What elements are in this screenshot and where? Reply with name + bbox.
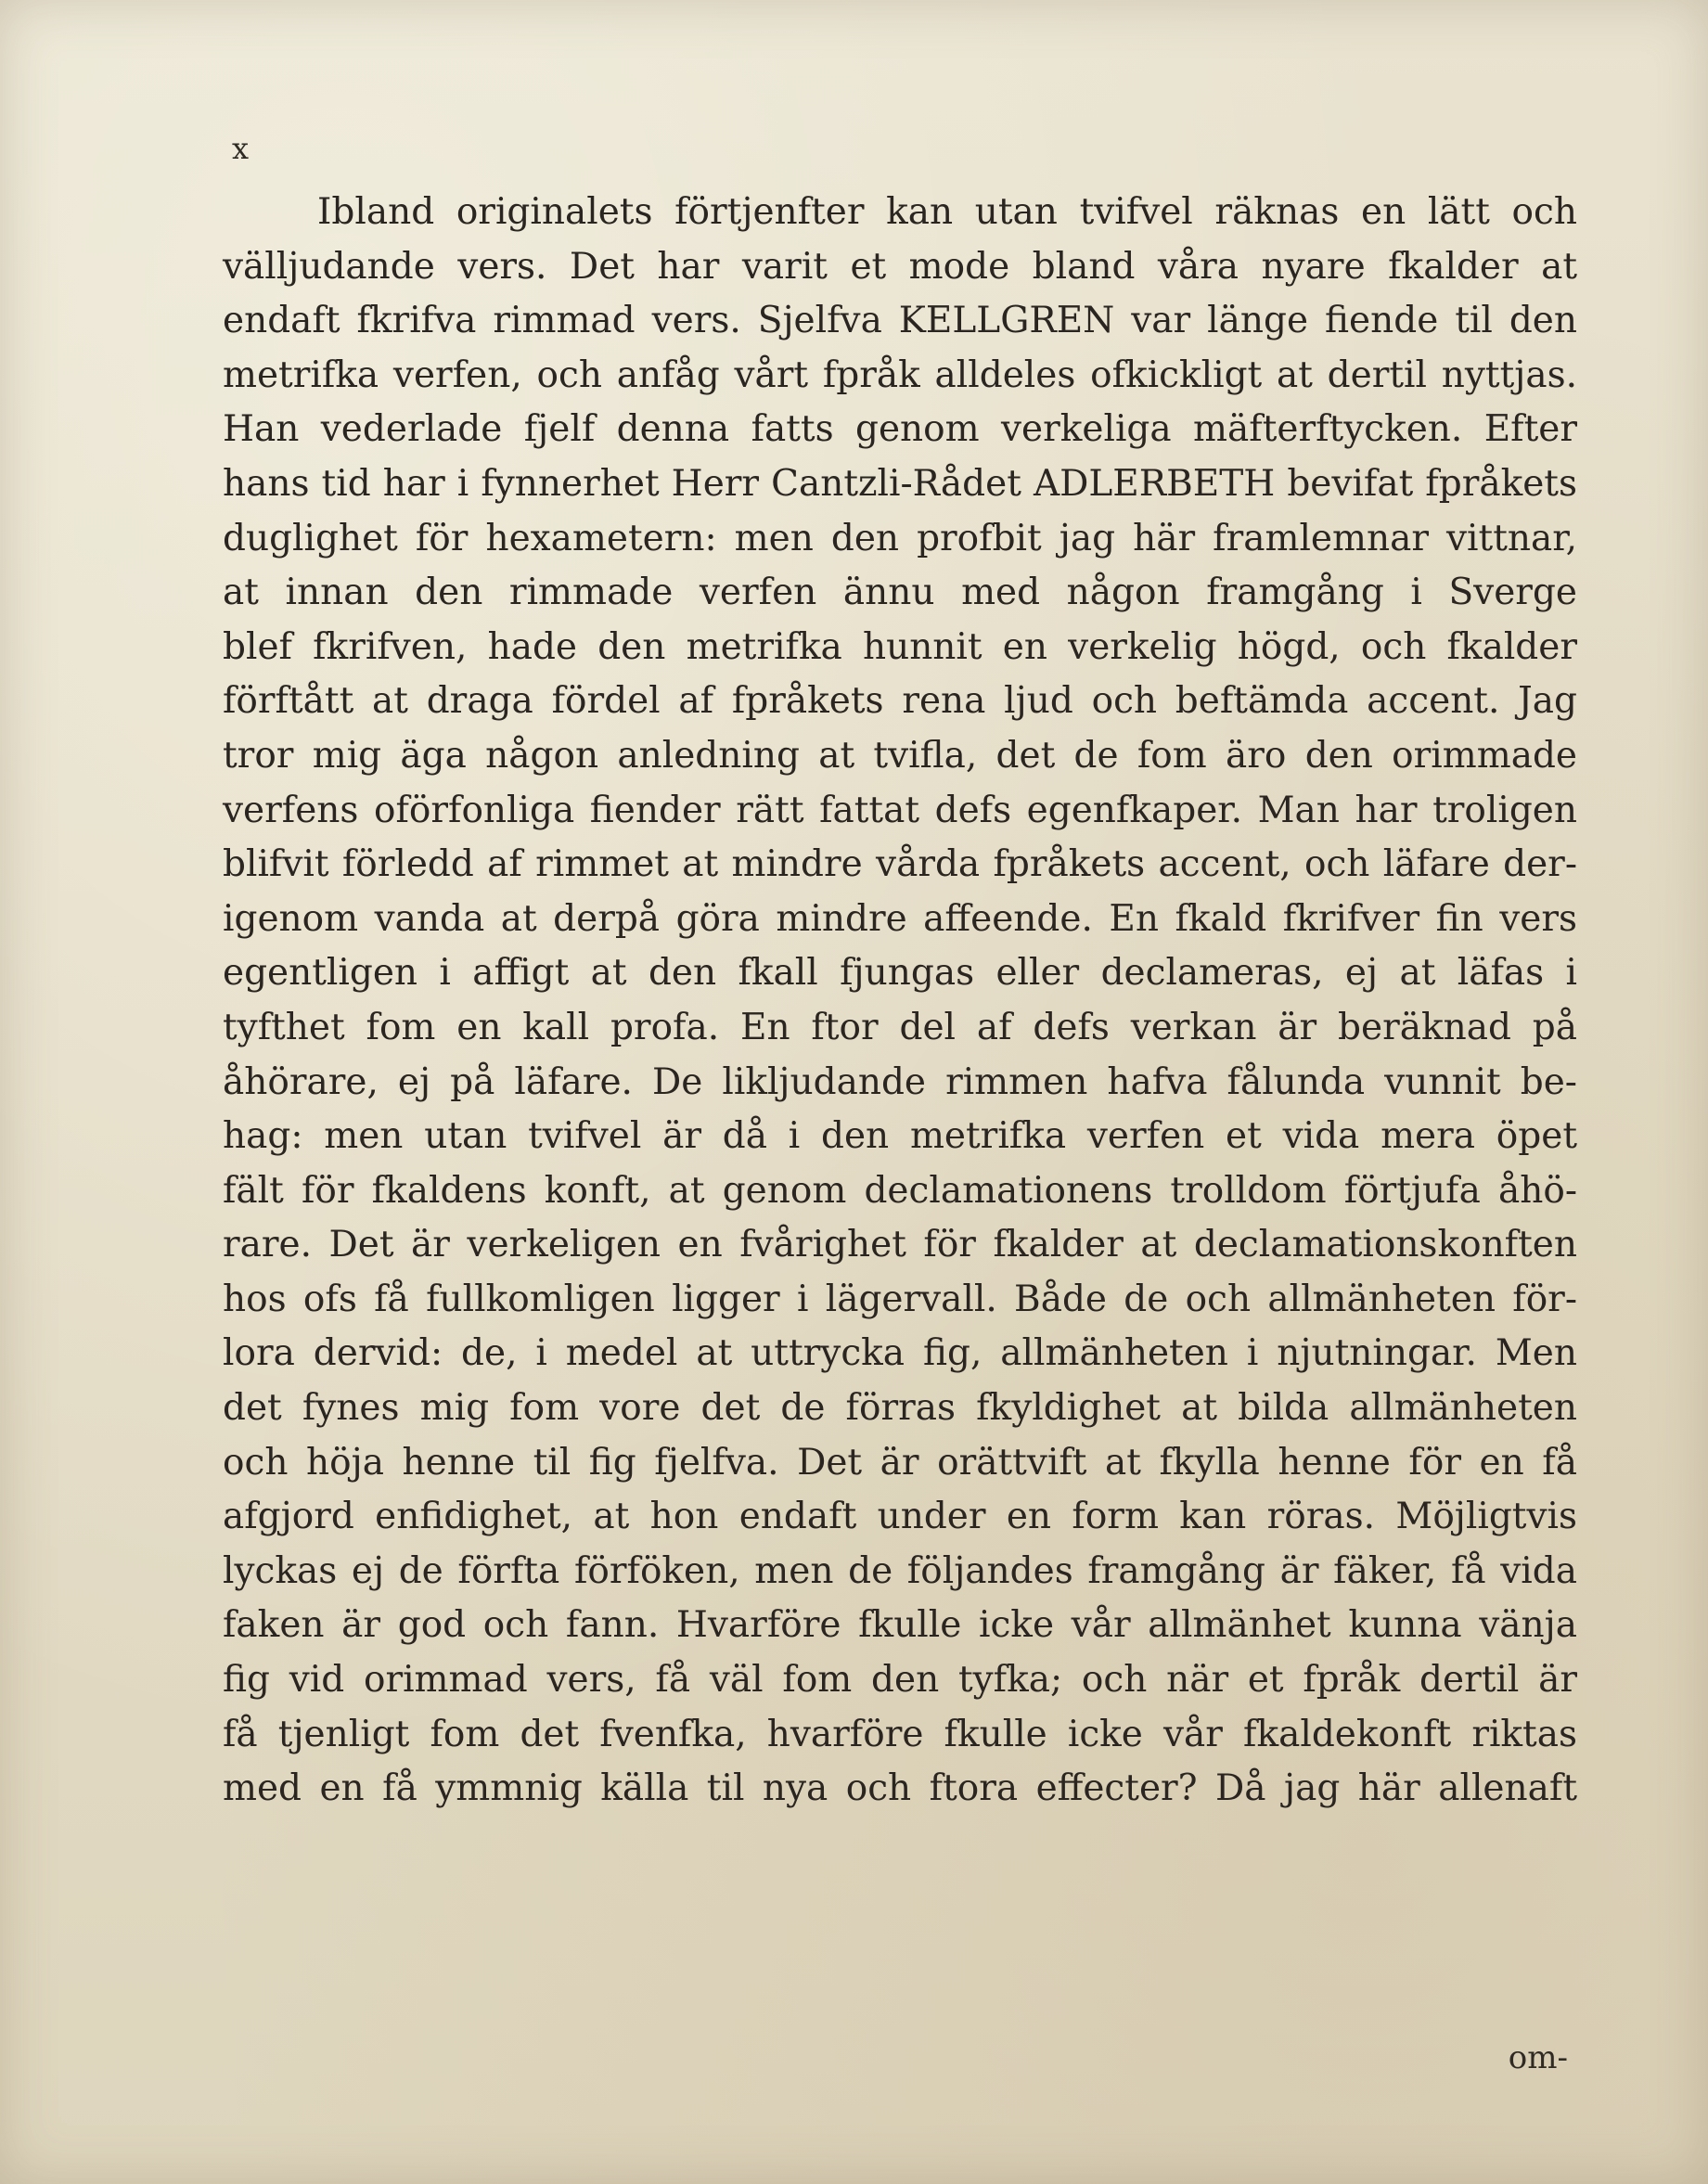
text-line: få tjenligt fom det fvenfka, hvarföre fkulle icke vår fkaldekonft riktas	[223, 1713, 1577, 1755]
page-number: x	[232, 131, 250, 166]
text-line: hos ofs få fullkomligen ligger i lägervall. Både de och allmänheten för-	[223, 1278, 1577, 1320]
text-line: tror mig äga någon anledning at tvifla, det de fom äro den orimmade	[223, 734, 1577, 777]
text-line: verfens oförfonliga fiender rätt fattat defs egenfkaper. Man har troligen	[223, 789, 1577, 831]
text-line: tyfthet fom en kall profa. En ftor del af defs verkan är beräknad på	[223, 1006, 1577, 1048]
text-line: hans tid har i fynnerhet Herr Cantzli-Rådet ADLERBETH bevifat fpråkets	[223, 462, 1577, 505]
text-line: Han vederlade fjelf denna fatts genom verkeliga mäfterftycken. Efter	[223, 408, 1577, 451]
text-line: lora dervid: de, i medel at uttrycka fig, allmänheten i njutningar. Men	[223, 1332, 1577, 1375]
text-line: åhörare, ej på läfare. De likljudande rimmen hafva fålunda vunnit be-	[223, 1060, 1577, 1103]
text-line: at innan den rimmade verfen ännu med någon framgång i Sverge	[223, 572, 1577, 614]
text-line: lyckas ej de förfta förföken, men de följandes framgång är fäker, få vida	[223, 1549, 1577, 1592]
text-line: blef fkrifven, hade den metrifka hunnit en verkelig högd, och fkalder	[223, 625, 1577, 668]
catchword: om-	[1508, 2039, 1568, 2076]
text-line: det fynes mig fom vore det de förras fkyldighet at bilda allmänheten	[223, 1387, 1577, 1430]
text-line: igenom vanda at derpå göra mindre affeende. En fkald fkrifver fin vers	[223, 897, 1577, 940]
text-line: med en få ymmnig källa til nya och ftora effecter? Då jag här allenaft	[223, 1767, 1577, 1810]
text-line: fig vid orimmad vers, få väl fom den tyfka; och när et fpråk dertil är	[223, 1659, 1577, 1702]
text-line: faken är god och fann. Hvarföre fkulle icke vår allmänhet kunna vänja	[223, 1604, 1577, 1647]
text-line: förftått at draga fördel af fpråkets rena ljud och beftämda accent. Jag	[223, 680, 1577, 723]
text-line: endaft fkrifva rimmad vers. Sjelfva KELLGREN var länge fiende til den	[223, 300, 1577, 342]
text-line: hag: men utan tvifvel är då i den metrifka verfen et vida mera öpet	[223, 1115, 1577, 1158]
text-line: välljudande vers. Det har varit et mode bland våra nyare fkalder at	[223, 245, 1577, 288]
text-line: afgjord enfidighet, at hon endaft under en form kan röras. Möjligtvis	[223, 1496, 1577, 1538]
text-line: duglighet för hexametern: men den profbit jag här framlemnar vittnar,	[223, 517, 1577, 559]
text-line: fält för fkaldens konft, at genom declamationens trolldom förtjufa åhö-	[223, 1169, 1577, 1212]
text-line: och höja henne til fig fjelfva. Det är orättvift at fkylla henne för en få	[223, 1441, 1577, 1484]
text-line: metrifka verfen, och anfåg vårt fpråk alldeles ofkickligt at dertil nyttjas.	[223, 353, 1577, 396]
text-line: blifvit förledd af rimmet at mindre vårda fpråkets accent, och läfare der-	[223, 843, 1577, 886]
text-line: rare. Det är verkeligen en fvårighet för fkalder at declamationskonften	[223, 1224, 1577, 1266]
text-line: Ibland originalets förtjenfter kan utan tvifvel räknas en lätt och	[317, 191, 1577, 233]
text-line: egentligen i affigt at den fkall fjungas eller declameras, ej at läfas i	[223, 952, 1577, 995]
body-text	[223, 186, 1577, 1817]
